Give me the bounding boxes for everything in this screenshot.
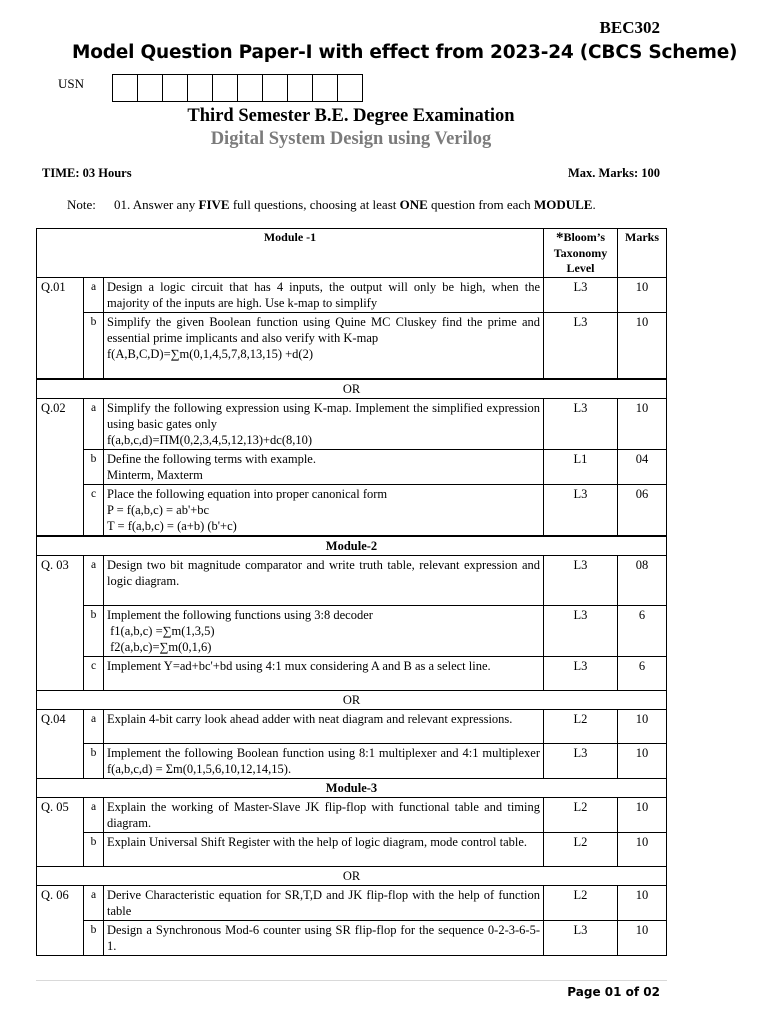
question-marks: 10 bbox=[618, 798, 667, 833]
or-label: OR bbox=[37, 691, 667, 710]
question-marks: 06 bbox=[618, 485, 667, 536]
or-label: OR bbox=[37, 867, 667, 886]
question-marks: 04 bbox=[618, 450, 667, 485]
usn-box bbox=[162, 74, 188, 102]
course-code: BEC302 bbox=[599, 18, 660, 37]
note-bold: FIVE bbox=[198, 197, 230, 212]
question-line: f(A,B,C,D)=∑m(0,1,4,5,7,8,13,15) +d(2) bbox=[107, 347, 313, 361]
question-row bbox=[37, 710, 667, 744]
module-heading-row bbox=[37, 779, 667, 798]
bloom-level: L3 bbox=[544, 744, 618, 779]
question-line: Explain 4-bit carry look ahead adder with neat diagram and relevant expressions. bbox=[107, 712, 513, 726]
question-number: Q. 06 bbox=[37, 886, 84, 956]
question-marks: 10 bbox=[618, 921, 667, 956]
subquestion-letter: b bbox=[84, 921, 104, 956]
question-table bbox=[36, 228, 667, 956]
question-line: Design a logic circuit that has 4 inputs, the output will only be high, when the majority of the inputs are high. Use k-map to simplify bbox=[107, 280, 544, 310]
note-part: . bbox=[592, 197, 596, 212]
question-text bbox=[104, 399, 544, 450]
usn-box bbox=[187, 74, 213, 102]
question-text bbox=[104, 921, 544, 956]
question-line: Simplify the given Boolean function using Quine MC Cluskey find the prime and essential prime implicants and also verify with K-map bbox=[107, 315, 544, 345]
question-number: Q. 05 bbox=[37, 798, 84, 867]
page-total: 02 bbox=[643, 985, 660, 999]
question-text bbox=[104, 450, 544, 485]
question-line: Implement the following Boolean function using 8:1 multiplexer and 4:1 multiplexer f(a,b,c,d) = Σm(0,1,5,6,10,12,14,15). bbox=[107, 746, 544, 776]
question-number: Q. 03 bbox=[37, 556, 84, 691]
note-part: question from each bbox=[427, 197, 534, 212]
usn-box bbox=[337, 74, 363, 102]
note-part: 01. Answer any bbox=[114, 197, 199, 212]
bloom-level: L3 bbox=[544, 399, 618, 450]
bloom-level: L3 bbox=[544, 485, 618, 536]
note-label: Note: bbox=[67, 197, 96, 212]
page-of: of bbox=[621, 985, 644, 999]
table-header-row bbox=[37, 229, 667, 278]
question-line: Design a Synchronous Mod-6 counter using SR flip-flop for the sequence 0-2-3-6-5-1. bbox=[107, 923, 540, 953]
or-row bbox=[37, 691, 667, 710]
question-row bbox=[37, 657, 667, 691]
question-row bbox=[37, 921, 667, 956]
subquestion-letter: c bbox=[84, 485, 104, 536]
question-line: Explain Universal Shift Register with the help of logic diagram, mode control table. bbox=[107, 835, 528, 849]
question-line: P = f(a,b,c) = ab'+bc bbox=[107, 503, 210, 517]
subquestion-letter: a bbox=[84, 886, 104, 921]
module-heading: Module-2 bbox=[37, 537, 667, 556]
usn-box bbox=[237, 74, 263, 102]
usn-label: USN bbox=[58, 76, 85, 91]
subquestion-letter: b bbox=[84, 744, 104, 779]
page-current: 01 bbox=[604, 985, 622, 999]
question-line: f1(a,b,c) =∑m(1,3,5) bbox=[107, 624, 215, 638]
bloom-level: L3 bbox=[544, 556, 618, 606]
subquestion-letter: a bbox=[84, 798, 104, 833]
question-text bbox=[104, 710, 544, 744]
question-row bbox=[37, 399, 667, 450]
usn-boxes bbox=[113, 74, 363, 102]
question-marks: 10 bbox=[618, 313, 667, 379]
or-label: OR bbox=[37, 380, 667, 399]
subquestion-letter: c bbox=[84, 657, 104, 691]
footer-rule bbox=[36, 980, 667, 981]
question-text bbox=[104, 606, 544, 657]
question-marks: 10 bbox=[618, 399, 667, 450]
question-number: Q.04 bbox=[37, 710, 84, 779]
question-line: Design two bit magnitude comparator and write truth table, relevant expression and logic diagram. bbox=[107, 558, 544, 588]
question-line: Derive Characteristic equation for SR,T,D and JK flip-flop with the help of function table bbox=[107, 888, 544, 918]
usn-box bbox=[212, 74, 238, 102]
question-row bbox=[37, 798, 667, 833]
exam-time: TIME: 03 Hours bbox=[42, 166, 132, 180]
question-row bbox=[37, 313, 667, 379]
subquestion-letter: a bbox=[84, 278, 104, 313]
or-row bbox=[37, 867, 667, 886]
usn-box bbox=[287, 74, 313, 102]
question-text bbox=[104, 886, 544, 921]
question-text bbox=[104, 833, 544, 867]
question-row bbox=[37, 556, 667, 606]
question-marks: 08 bbox=[618, 556, 667, 606]
question-marks: 6 bbox=[618, 606, 667, 657]
question-text bbox=[104, 485, 544, 536]
question-line: f(a,b,c,d)=ΠM(0,2,3,4,5,12,13)+dc(8,10) bbox=[107, 433, 313, 447]
note-part: full questions, choosing at least bbox=[229, 197, 400, 212]
usn-box bbox=[137, 74, 163, 102]
page-number bbox=[567, 985, 660, 999]
bloom-level: L3 bbox=[544, 657, 618, 691]
bloom-level: L3 bbox=[544, 606, 618, 657]
bloom-header-text: Bloom’s Taxonomy Level bbox=[553, 230, 608, 275]
asterisk: * bbox=[555, 230, 564, 246]
bloom-level: L3 bbox=[544, 313, 618, 379]
bloom-header bbox=[544, 229, 618, 278]
question-marks: 10 bbox=[618, 744, 667, 779]
usn-box bbox=[262, 74, 288, 102]
question-line: f2(a,b,c)=∑m(0,1,6) bbox=[107, 640, 212, 654]
question-text bbox=[104, 556, 544, 606]
question-row bbox=[37, 278, 667, 313]
bloom-level: L3 bbox=[544, 921, 618, 956]
question-marks: 10 bbox=[618, 278, 667, 313]
bloom-level: L3 bbox=[544, 278, 618, 313]
question-line: Define the following terms with example. bbox=[107, 452, 316, 466]
question-row bbox=[37, 485, 667, 536]
question-row bbox=[37, 833, 667, 867]
usn-box bbox=[112, 74, 138, 102]
bloom-level: L2 bbox=[544, 886, 618, 921]
question-line: Place the following equation into proper canonical form bbox=[107, 487, 388, 501]
note-text bbox=[114, 197, 596, 213]
question-marks: 10 bbox=[618, 886, 667, 921]
bloom-level: L2 bbox=[544, 833, 618, 867]
subquestion-letter: b bbox=[84, 833, 104, 867]
question-text bbox=[104, 313, 544, 379]
question-line: Implement the following functions using 3:8 decoder bbox=[107, 608, 373, 622]
question-row bbox=[37, 450, 667, 485]
note-bold: ONE bbox=[399, 197, 428, 212]
module-heading-row bbox=[37, 537, 667, 556]
question-text bbox=[104, 278, 544, 313]
question-marks: 10 bbox=[618, 833, 667, 867]
subquestion-letter: b bbox=[84, 606, 104, 657]
question-number: Q.02 bbox=[37, 399, 84, 536]
question-marks: 10 bbox=[618, 710, 667, 744]
max-marks: Max. Marks: 100 bbox=[568, 166, 660, 180]
bloom-level: L2 bbox=[544, 710, 618, 744]
marks-header: Marks bbox=[618, 229, 667, 278]
question-text bbox=[104, 798, 544, 833]
subquestion-letter: b bbox=[84, 313, 104, 379]
question-line: T = f(a,b,c) = (a+b) (b'+c) bbox=[107, 519, 237, 533]
or-row bbox=[37, 380, 667, 399]
question-line: Implement Y=ad+bc'+bd using 4:1 mux considering A and B as a select line. bbox=[107, 659, 491, 673]
subject-heading: Digital System Design using Verilog bbox=[210, 129, 492, 149]
question-line: Explain the working of Master-Slave JK flip-flop with functional table and timing diagram. bbox=[107, 800, 544, 830]
module-1-heading: Module -1 bbox=[37, 229, 544, 278]
question-row bbox=[37, 744, 667, 779]
question-text bbox=[104, 744, 544, 779]
question-number: Q.01 bbox=[37, 278, 84, 379]
subquestion-letter: b bbox=[84, 450, 104, 485]
bloom-level: L1 bbox=[544, 450, 618, 485]
subquestion-letter: a bbox=[84, 399, 104, 450]
bloom-level: L2 bbox=[544, 798, 618, 833]
page-prefix: Page bbox=[567, 985, 605, 999]
semester-heading: Third Semester B.E. Degree Examination bbox=[187, 106, 515, 126]
subquestion-letter: a bbox=[84, 556, 104, 606]
model-paper-title: Model Question Paper-I with effect from 2023-24 (CBCS Scheme) bbox=[72, 42, 738, 63]
note-bold: MODULE bbox=[533, 197, 593, 212]
subquestion-letter: a bbox=[84, 710, 104, 744]
question-text bbox=[104, 657, 544, 691]
question-line: Minterm, Maxterm bbox=[107, 468, 203, 482]
module-heading: Module-3 bbox=[37, 779, 667, 798]
usn-box bbox=[312, 74, 338, 102]
question-line: Simplify the following expression using K-map. Implement the simplified expression using basic gates only bbox=[107, 401, 544, 431]
question-row bbox=[37, 886, 667, 921]
question-row bbox=[37, 606, 667, 657]
question-marks: 6 bbox=[618, 657, 667, 691]
